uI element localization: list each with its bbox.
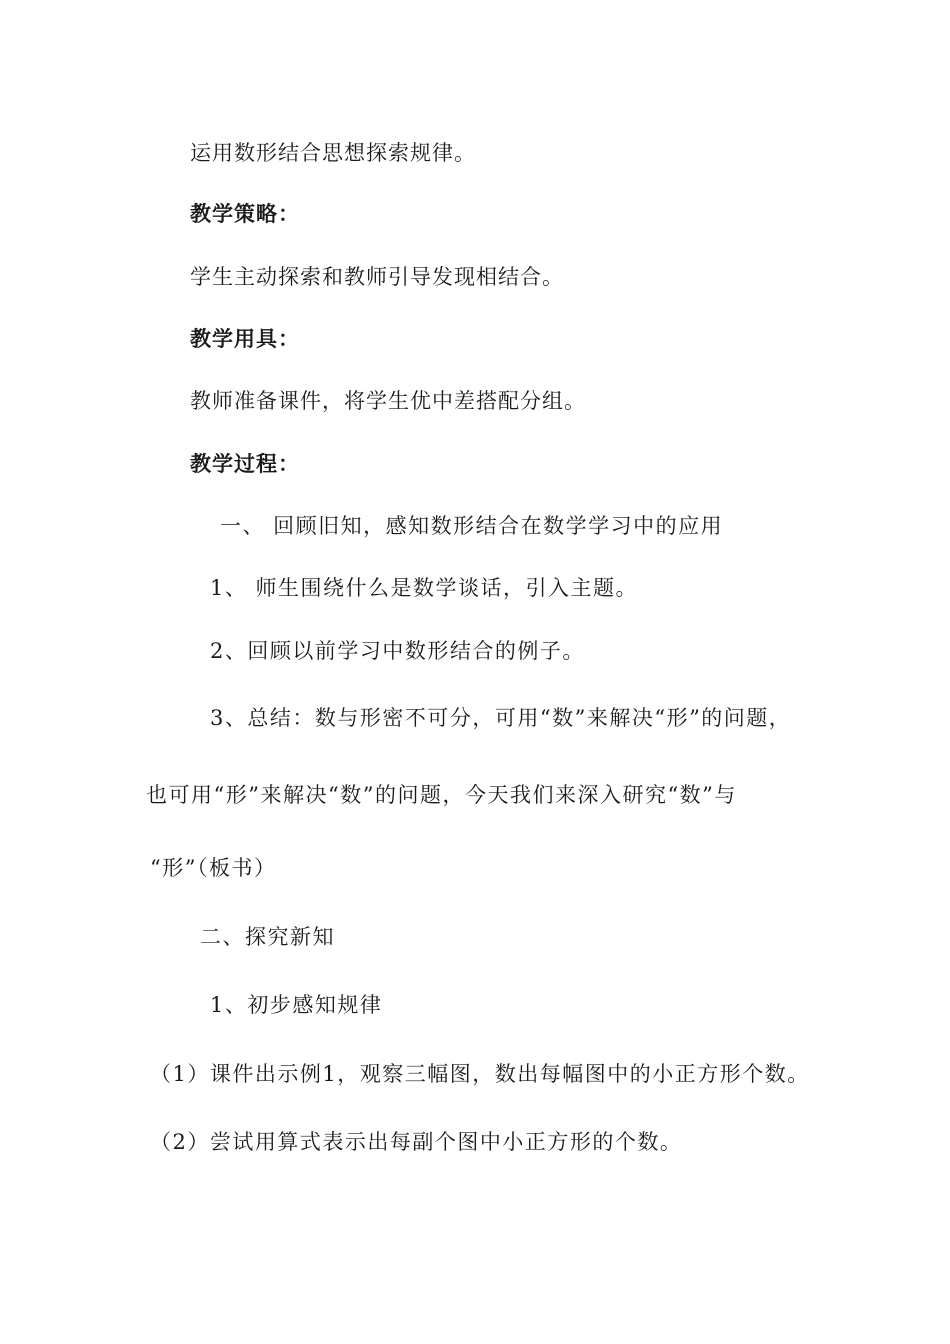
step-3-text: 3、总结：数与形密不可分，可用“数”来解决“形”的问题， bbox=[210, 706, 792, 730]
process-heading: 教学过程： bbox=[190, 452, 300, 476]
item-1-text: （1）课件出示例1，观察三幅图，数出每幅图中的小正方形个数。 bbox=[150, 1062, 810, 1086]
section-two-title: 二、探究新知 bbox=[200, 925, 335, 949]
subsection-1-title: 1、初步感知规律 bbox=[210, 993, 383, 1017]
step-3-continued: 也可用“形”来解决“数”的问题，今天我们来深入研究“数”与 bbox=[146, 783, 737, 807]
board-note: “形”（板书） bbox=[150, 856, 277, 880]
tools-heading: 教学用具： bbox=[190, 327, 300, 351]
strategy-heading: 教学策略： bbox=[190, 202, 300, 226]
section-one-title: 一、 回顾旧知，感知数形结合在数学学习中的应用 bbox=[220, 514, 724, 538]
step-1-text: 1、 师生围绕什么是数学谈话，引入主题。 bbox=[210, 576, 639, 600]
item-2-text: （2）尝试用算式表示出每副个图中小正方形的个数。 bbox=[150, 1130, 683, 1154]
step-2-text: 2、回顾以前学习中数形结合的例子。 bbox=[210, 639, 585, 663]
objective-text: 运用数形结合思想探索规律。 bbox=[190, 141, 476, 165]
tools-text: 教师准备课件，将学生优中差搭配分组。 bbox=[190, 389, 586, 413]
strategy-text: 学生主动探索和教师引导发现相结合。 bbox=[190, 265, 564, 289]
